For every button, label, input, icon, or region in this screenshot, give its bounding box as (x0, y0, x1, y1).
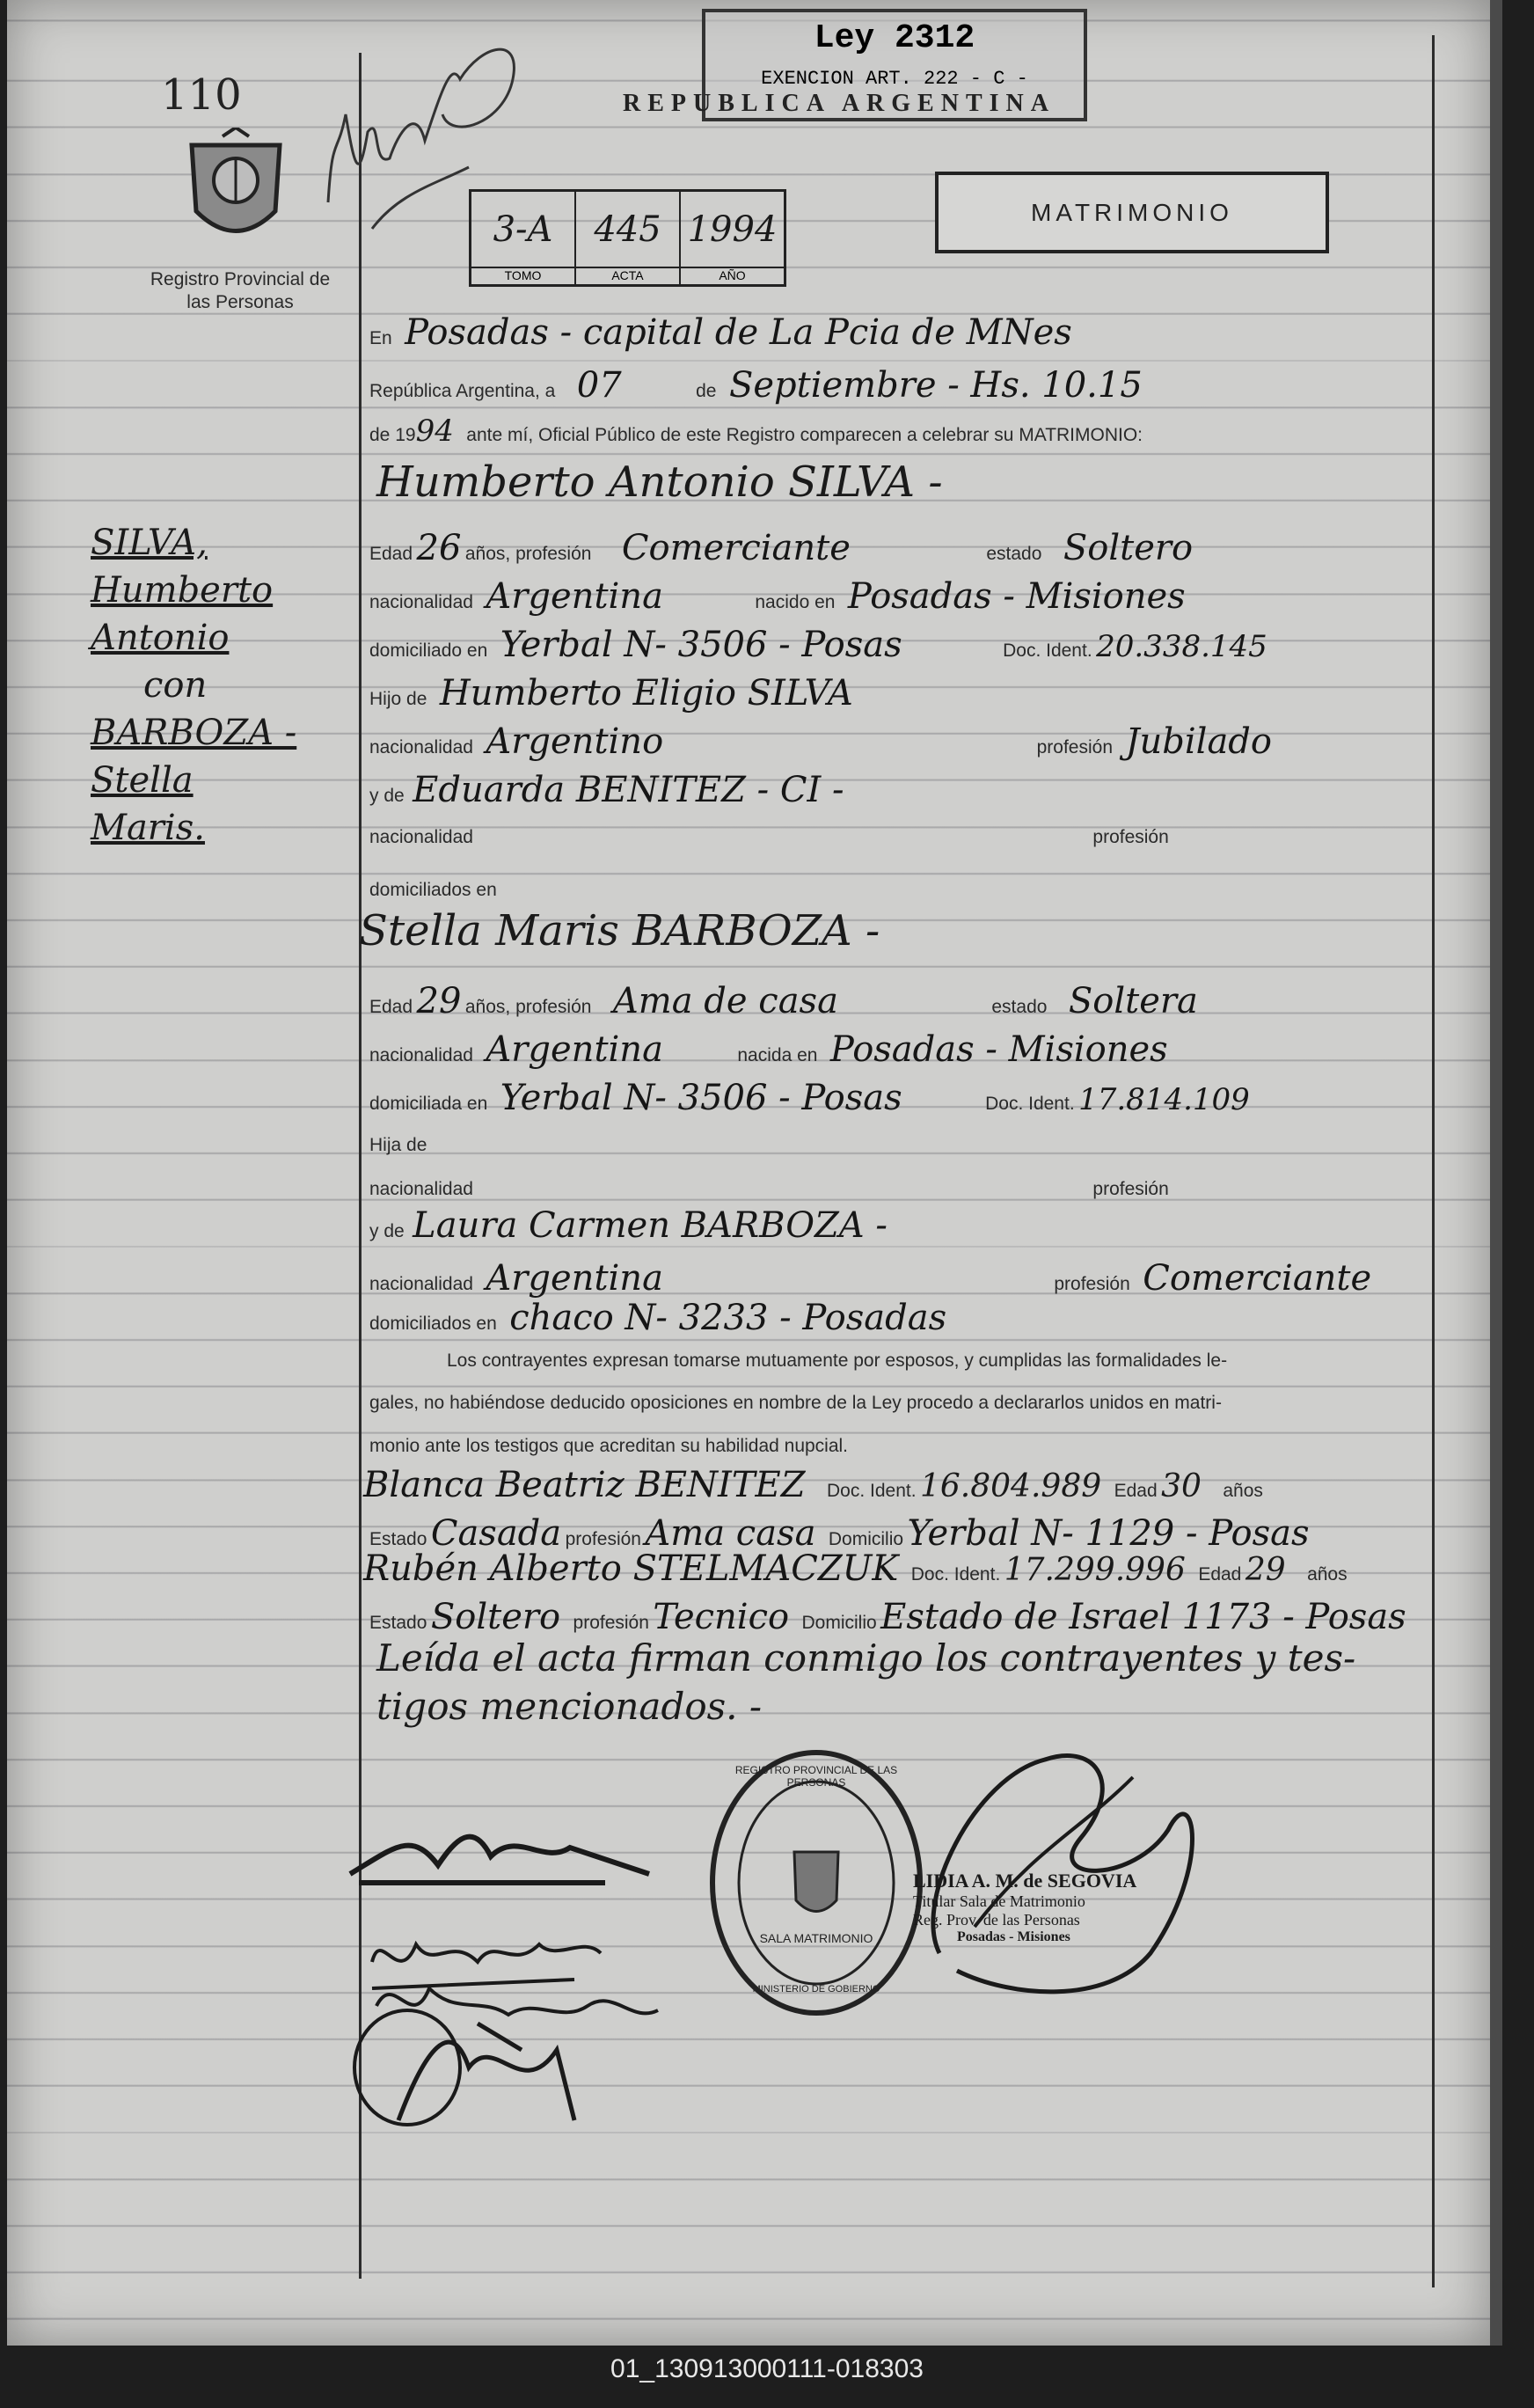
prof-label: profesión (1092, 827, 1169, 847)
witness-2-line-1 (363, 1548, 1348, 1589)
bride-line-mother-nat (369, 1258, 1371, 1299)
official-city: Posadas - Misiones (957, 1929, 1070, 1944)
margin-note-line: SILVA, (91, 523, 208, 563)
statement-text: ante mí, Oficial Público de este Registro comparecen a celebrar su MATRIMONIO: (466, 425, 1143, 445)
declaration-line: monio ante los testigos que acreditan su habilidad nupcial. (369, 1436, 849, 1456)
province-crest-icon (179, 128, 293, 255)
groom-line-mother-nat (369, 827, 1169, 848)
document-type-box (935, 172, 1329, 253)
groom-name: Humberto Antonio SILVA - (376, 457, 943, 507)
tomo-label: TOMO (471, 267, 574, 282)
bride-doc: 17.814.109 (1078, 1082, 1250, 1117)
republic-label: República Argentina, a (369, 381, 556, 401)
nac-label: nacionalidad (369, 1045, 473, 1065)
dom-label: domiciliada en (369, 1094, 488, 1114)
groom-line-parents-dom (369, 880, 497, 901)
register-page (7, 0, 1502, 2346)
margin-note-line: BARBOZA - (91, 713, 297, 753)
witness-doc-label: Doc. Ident. (826, 1481, 917, 1501)
law-stamp-exemption: EXENCION ART. 222 - C - (761, 68, 1028, 90)
groom-line-age (369, 528, 1193, 568)
witness-2-age: 29 (1245, 1552, 1286, 1588)
bride-line-mother (369, 1205, 888, 1246)
bride-parents-domicile: chaco N- 3233 - Posadas (509, 1298, 947, 1338)
groom-nationality: Argentina (486, 576, 663, 617)
groom-father-nationality: Argentino (486, 721, 664, 762)
ano-cell (681, 192, 784, 284)
day-value: 07 (576, 365, 622, 406)
de-label: de (696, 381, 717, 401)
nac-label: nacionalidad (369, 827, 473, 847)
closing-line: tigos mencionados. - (376, 1685, 763, 1728)
margin-note (91, 519, 337, 852)
yde-label: y de (369, 786, 405, 806)
record-number-box (469, 189, 786, 287)
prof-label: profesión (1036, 737, 1113, 758)
acta-label: ACTA (576, 267, 679, 282)
groom-domicile: Yerbal N- 3506 - Posas (500, 625, 902, 665)
bride-name: Stella Maris BARBOZA - (359, 906, 880, 955)
tomo-cell (471, 192, 576, 284)
bride-line-age (369, 981, 1198, 1021)
nacido-label: nacido en (755, 592, 836, 612)
witness-edad-label: Edad (1198, 1564, 1242, 1585)
official-stamp (913, 1870, 1136, 1945)
witness-dom-label: Domicilio (801, 1613, 877, 1633)
declaration-line: gales, no habiéndose deducido oposiciones en nombre de la Ley procedo a declararlos unidos en matri- (369, 1393, 1222, 1413)
prof-label: profesión (1054, 1274, 1130, 1294)
edad-label: Edad (369, 997, 413, 1017)
prof-label: profesión (1092, 1179, 1169, 1199)
year-prefix: de 19 (369, 425, 416, 445)
witness-prof-label: profesión (573, 1613, 649, 1633)
witness-estado-label: Estado (369, 1613, 427, 1633)
bride-profession: Ama de casa (612, 981, 838, 1021)
tomo-value: 3-A (493, 209, 553, 250)
hija-label: Hija de (369, 1135, 427, 1155)
margin-rule-left (359, 53, 362, 2279)
groom-line-mother (369, 770, 844, 810)
margin-note-line: con (143, 665, 208, 706)
declaration-line: Los contrayentes expresan tomarse mutuamente por esposos, y cumplidas las formalidades le- (447, 1350, 1228, 1371)
bride-line-father (369, 1135, 427, 1156)
groom-mother: Eduarda BENITEZ - CI - (413, 770, 844, 810)
witness-1-status: Casada (430, 1513, 562, 1554)
anos-label: años, profesión (464, 997, 592, 1017)
witness-2-domicile: Estado de Israel 1173 - Posas (880, 1597, 1406, 1637)
witness-1-profession: Ama casa (645, 1513, 816, 1554)
dom-label: domiciliado en (369, 640, 488, 661)
witness-1-doc: 16.804.989 (920, 1468, 1102, 1504)
seal-bottom-text: MINISTERIO DE GOBIERNO (752, 1984, 880, 1994)
page-number: 110 (161, 70, 242, 120)
witness-estado-label: Estado (369, 1529, 427, 1549)
bride-line-parents-dom (369, 1298, 946, 1338)
witness-2-name: Rubén Alberto STELMACZUK (363, 1548, 899, 1589)
bride-birthplace: Posadas - Misiones (829, 1029, 1168, 1070)
witness-1-domicile: Yerbal N- 1129 - Posas (907, 1513, 1310, 1554)
dom2-label: domiciliados en (369, 880, 497, 900)
groom-profession: Comerciante (621, 528, 851, 568)
estado-label: estado (991, 997, 1048, 1017)
margin-note-line: Stella (91, 760, 194, 801)
witness-doc-label: Doc. Ident. (910, 1564, 1001, 1585)
year-value: 94 (415, 414, 454, 449)
registry-seal (706, 1746, 926, 2024)
groom-status: Soltero (1063, 528, 1194, 568)
doc-label: Doc. Ident. (985, 1094, 1075, 1114)
dom2-label: domiciliados en (369, 1314, 497, 1334)
witness-1-name: Blanca Beatriz BENITEZ (363, 1465, 806, 1505)
witness-2-profession: Tecnico (653, 1597, 790, 1637)
ano-value: 1994 (687, 209, 778, 250)
nac-label: nacionalidad (369, 1179, 473, 1199)
acta-value: 445 (594, 209, 661, 250)
doc-label: Doc. Ident. (1003, 640, 1092, 661)
yde-label: y de (369, 1221, 405, 1241)
estado-label: estado (986, 544, 1042, 564)
official-name: LIDIA A. M. de SEGOVIA (913, 1870, 1137, 1892)
margin-note-line: Maris. (91, 808, 205, 848)
official-title: Titular Sala de Matrimonio (913, 1892, 1085, 1910)
bride-mother: Laura Carmen BARBOZA - (413, 1205, 888, 1246)
nac-label: nacionalidad (369, 592, 473, 612)
witness-1-age: 30 (1161, 1468, 1202, 1504)
month-time-value: Septiembre - Hs. 10.15 (728, 365, 1143, 406)
registry-name: Registro Provincial de las Personas (150, 269, 331, 312)
place-value: Posadas - capital de La Pcia de MNes (405, 312, 1072, 353)
bride-mother-profession: Comerciante (1143, 1258, 1372, 1299)
acta-cell (576, 192, 681, 284)
bride-line-nationality (369, 1029, 1168, 1070)
witness-2-doc: 17.299.996 (1004, 1552, 1186, 1588)
bride-mother-nationality: Argentina (486, 1258, 663, 1299)
margin-note-line: Humberto (91, 570, 274, 611)
nac-label: nacionalidad (369, 737, 473, 758)
witness-dom-label: Domicilio (828, 1529, 904, 1549)
hijo-label: Hijo de (369, 689, 427, 709)
ano-label: AÑO (681, 267, 784, 282)
bride-status: Soltera (1068, 981, 1198, 1021)
seal-ring-text: REGISTRO PROVINCIAL DE LAS PERSONAS (734, 1764, 898, 1789)
groom-line-domicile (369, 625, 1267, 665)
groom-doc: 20.338.145 (1096, 629, 1267, 664)
witness-1-line-1 (363, 1465, 1263, 1505)
groom-father-profession: Jubilado (1125, 721, 1272, 762)
country-title: REPUBLICA ARGENTINA (623, 90, 1056, 117)
intro-line-1 (369, 312, 1072, 353)
bride-domicile: Yerbal N- 3506 - Posas (500, 1078, 902, 1118)
bride-nationality: Argentina (486, 1029, 663, 1070)
document-type: MATRIMONIO (1031, 199, 1233, 226)
nacida-label: nacida en (737, 1045, 818, 1065)
groom-father: Humberto Eligio SILVA (439, 673, 853, 714)
margin-rule-right (1432, 35, 1435, 2287)
groom-age: 26 (416, 528, 462, 568)
bride-age: 29 (416, 981, 462, 1021)
official-org: Reg. Prov. de las Personas (913, 1911, 1080, 1929)
witness-2-line-2 (369, 1597, 1406, 1637)
intro-line-3 (369, 414, 1143, 449)
witness-anos-label: años (1307, 1564, 1348, 1585)
intro-line-2 (369, 365, 1143, 406)
edad-label: Edad (369, 544, 413, 564)
closing-line: Leída el acta firman conmigo los contrayentes y tes- (376, 1636, 1356, 1680)
bride-line-father-nat (369, 1179, 1169, 1200)
witness-anos-label: años (1223, 1481, 1263, 1501)
image-id-footer: 01_130913000111-018303 (610, 2354, 924, 2383)
groom-line-nationality (369, 576, 1186, 617)
witness-edad-label: Edad (1114, 1481, 1158, 1501)
groom-line-father-nat (369, 721, 1272, 762)
witness-2-status: Soltero (430, 1597, 561, 1637)
margin-note-line: Antonio (91, 618, 230, 658)
en-label: En (369, 328, 392, 348)
groom-birthplace: Posadas - Misiones (847, 576, 1186, 617)
law-stamp-title: Ley 2312 (814, 19, 975, 57)
seal-inner-text: SALA MATRIMONIO (759, 1931, 873, 1945)
anos-label: años, profesión (464, 544, 592, 564)
bride-line-domicile (369, 1078, 1250, 1118)
groom-line-father (369, 673, 853, 714)
nac-label: nacionalidad (369, 1274, 473, 1294)
signature-witness-2 (346, 1997, 627, 2134)
witness-prof-label: profesión (565, 1529, 641, 1549)
signature-groom (341, 1812, 658, 1896)
